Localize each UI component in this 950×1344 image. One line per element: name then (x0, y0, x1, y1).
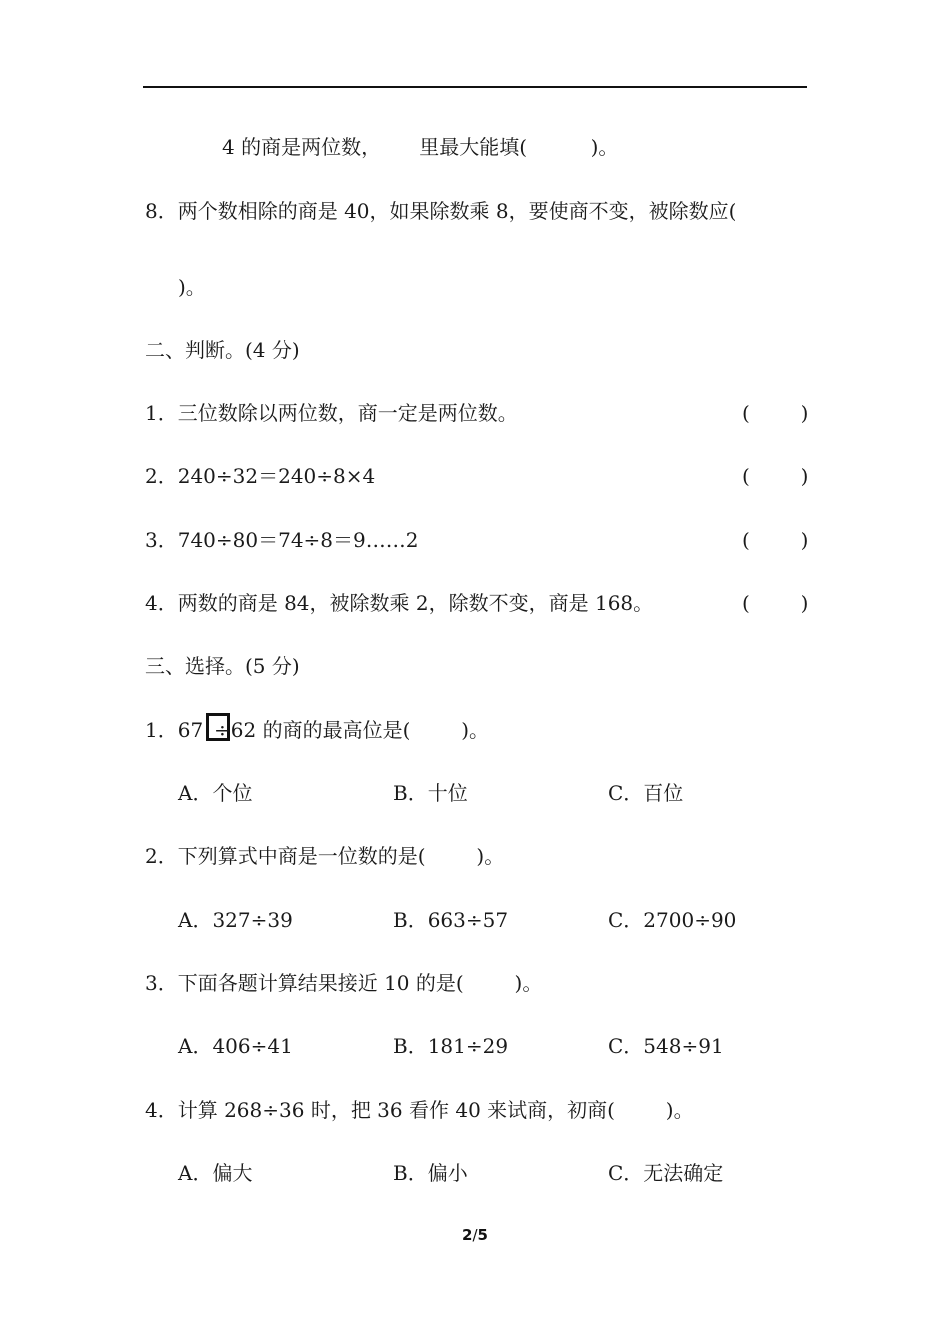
choice-q4-option-a: A．偏大 (178, 1161, 253, 1185)
choice-q2-option-a: A．327÷39 (178, 908, 293, 932)
judge-item-4: 4．两数的商是 84，被除数乘 2，除数不变，商是 168。 (145, 591, 654, 615)
judge-answer-1: ( ) (742, 401, 809, 425)
choice-q1-option-b: B．十位 (393, 781, 468, 805)
judge-item-1: 1．三位数除以两位数，商一定是两位数。 (145, 401, 518, 425)
q7-continuation: 4 的商是两位数， 里最大能填( )。 (222, 135, 619, 159)
judge-answer-3: ( ) (742, 528, 809, 552)
choice-q4-option-c: C．无法确定 (608, 1161, 724, 1185)
q8-line1: 8．两个数相除的商是 40，如果除数乘 8，要使商不变，被除数应( (145, 199, 737, 223)
judge-answer-4: ( ) (742, 591, 809, 615)
choice-q1-prefix: 1．67 (145, 718, 204, 742)
choice-q1-option-c: C．百位 (608, 781, 684, 805)
choice-q2-option-b: B．663÷57 (393, 908, 509, 932)
header-rule (143, 86, 807, 88)
choice-q3-option-a: A．406÷41 (178, 1034, 293, 1058)
choice-q3-option-b: B．181÷29 (393, 1034, 509, 1058)
page-total: 5 (477, 1226, 488, 1244)
q8-line2: )。 (178, 275, 206, 299)
choice-q1-option-a: A．个位 (178, 781, 253, 805)
choice-q4-option-b: B．偏小 (393, 1161, 468, 1185)
choice-q4-text: 4．计算 268÷36 时，把 36 看作 40 来试商，初商( )。 (145, 1098, 694, 1122)
section2-heading: 二、判断。(4 分) (145, 338, 300, 362)
choice-q2-option-c: C．2700÷90 (608, 908, 737, 932)
choice-q1-text: ÷62 的商的最高位是( )。 (214, 718, 490, 742)
page-current: 2 (462, 1226, 473, 1244)
judge-item-2: 2．240÷32＝240÷8×4 (145, 464, 376, 488)
choice-q2-text: 2．下列算式中商是一位数的是( )。 (145, 844, 505, 868)
choice-q3-option-c: C．548÷91 (608, 1034, 724, 1058)
judge-item-3: 3．740÷80＝74÷8＝9……2 (145, 528, 419, 552)
section3-heading: 三、选择。(5 分) (145, 654, 300, 678)
page-separator: / (472, 1226, 478, 1244)
choice-q3-text: 3．下面各题计算结果接近 10 的是( )。 (145, 971, 543, 995)
judge-answer-2: ( ) (742, 464, 809, 488)
page-number (0, 1226, 950, 1244)
